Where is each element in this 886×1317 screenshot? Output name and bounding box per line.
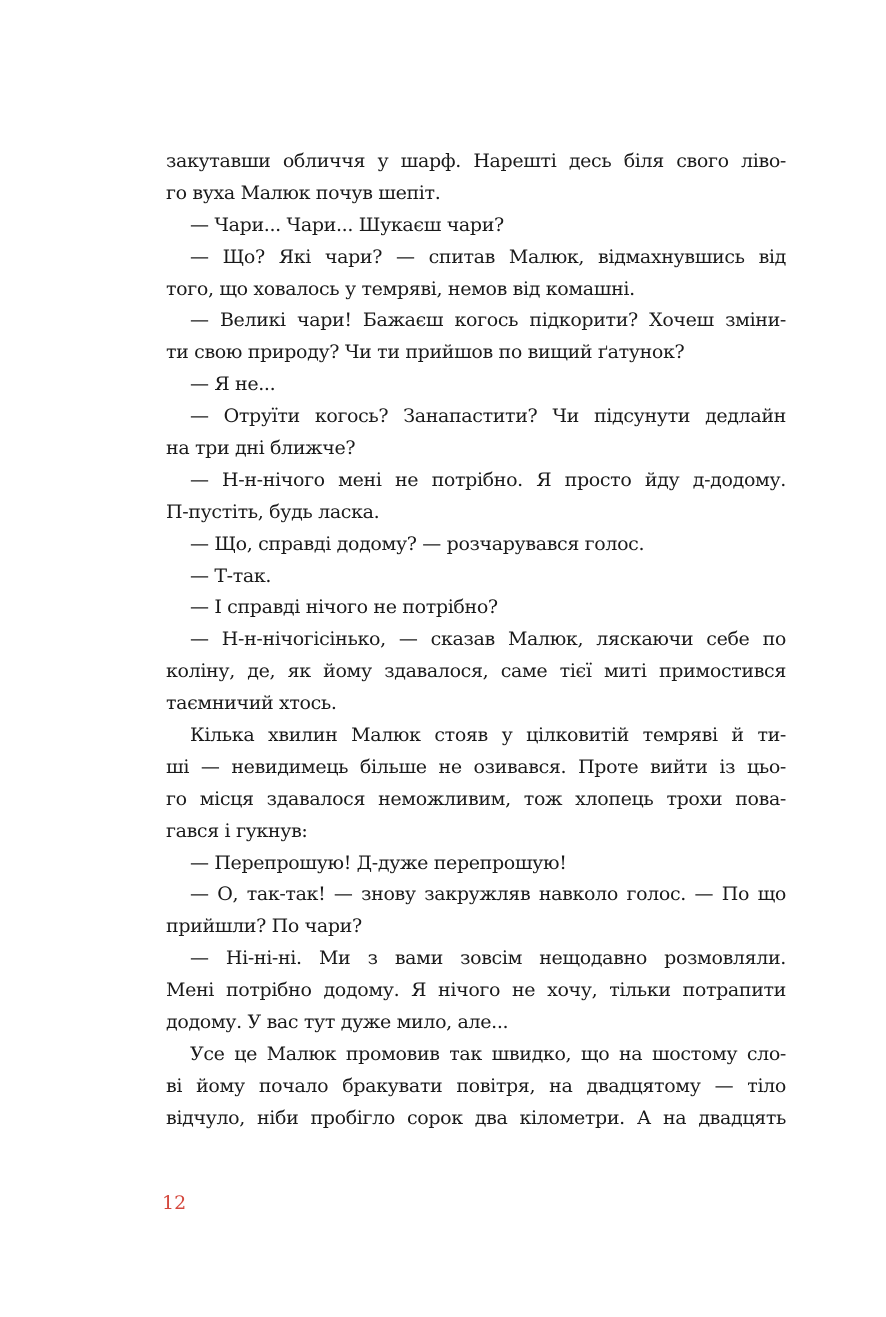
text-line: ти свою природу? Чи ти прийшов по вищий ґатунок? (166, 341, 685, 364)
text-line: Мені потрібно додому. Я нічого не хочу, тільки потрапити (166, 979, 786, 1002)
text-line: Кілька хвилин Малюк стояв у цілковитій темряві й ти- (190, 724, 786, 747)
text-line: — Н-н-нічогісінько, — сказав Малюк, ляскаючи себе по (190, 628, 786, 651)
text-line: Усе це Малюк промовив так швидко, що на шостому сло- (190, 1042, 786, 1065)
text-line: П-пустіть, будь ласка. (166, 500, 380, 523)
text-line: — Що? Які чари? — спитав Малюк, відмахнувшись від (190, 245, 786, 268)
text-line: ші — невидимець більше не озивався. Проте вийти із цьо- (166, 755, 786, 778)
text-line: го місця здавалося неможливим, тож хлопець трохи пова- (166, 787, 786, 810)
text-line: — О, так-так! — знову закружляв навколо голос. — По що (190, 883, 786, 906)
text-line: — І справді нічого не потрібно? (190, 596, 498, 619)
text-line: відчуло, ніби пробігло сорок два кілометри. А на двадцять (166, 1106, 786, 1129)
text-line: додому. У вас тут дуже мило, але... (166, 1011, 509, 1034)
text-line: го вуха Малюк почув шепіт. (166, 181, 441, 204)
text-line: на три дні ближче? (166, 437, 356, 460)
page-number: 12 (162, 1192, 187, 1214)
text-line: гався і гукнув: (166, 819, 308, 842)
text-line: ві йому почало бракувати повітря, на двадцятому — тіло (166, 1074, 786, 1097)
text-line: прийшли? По чари? (166, 915, 362, 938)
text-line: — Перепрошую! Д-дуже перепрошую! (190, 851, 567, 874)
text-line: закутавши обличчя у шарф. Нарешті десь біля свого ліво- (166, 150, 786, 172)
text-line: — Чари... Чари... Шукаєш чари? (190, 213, 504, 236)
text-line: — Т-так. (190, 564, 272, 587)
text-line: — Отруїти когось? Занапастити? Чи підсунути дедлайн (190, 405, 786, 428)
text-line: — Великі чари! Бажаєш когось підкорити? Хочеш зміни- (190, 309, 786, 332)
body-text (166, 146, 786, 1135)
text-line: — Я не... (190, 373, 276, 396)
text-line: — Н-н-нічого мені не потрібно. Я просто йду д-додому. (190, 468, 786, 491)
text-line: того, що ховалось у темряві, немов від комашні. (166, 277, 635, 300)
text-line: коліну, де, як йому здавалося, саме тієї миті примостився (166, 660, 786, 683)
text-line: таємничий хтось. (166, 692, 337, 715)
text-line: — Що, справді додому? — розчарувався голос. (190, 532, 645, 555)
text-line: — Ні-ні-ні. Ми з вами зовсім нещодавно розмовляли. (190, 947, 786, 970)
